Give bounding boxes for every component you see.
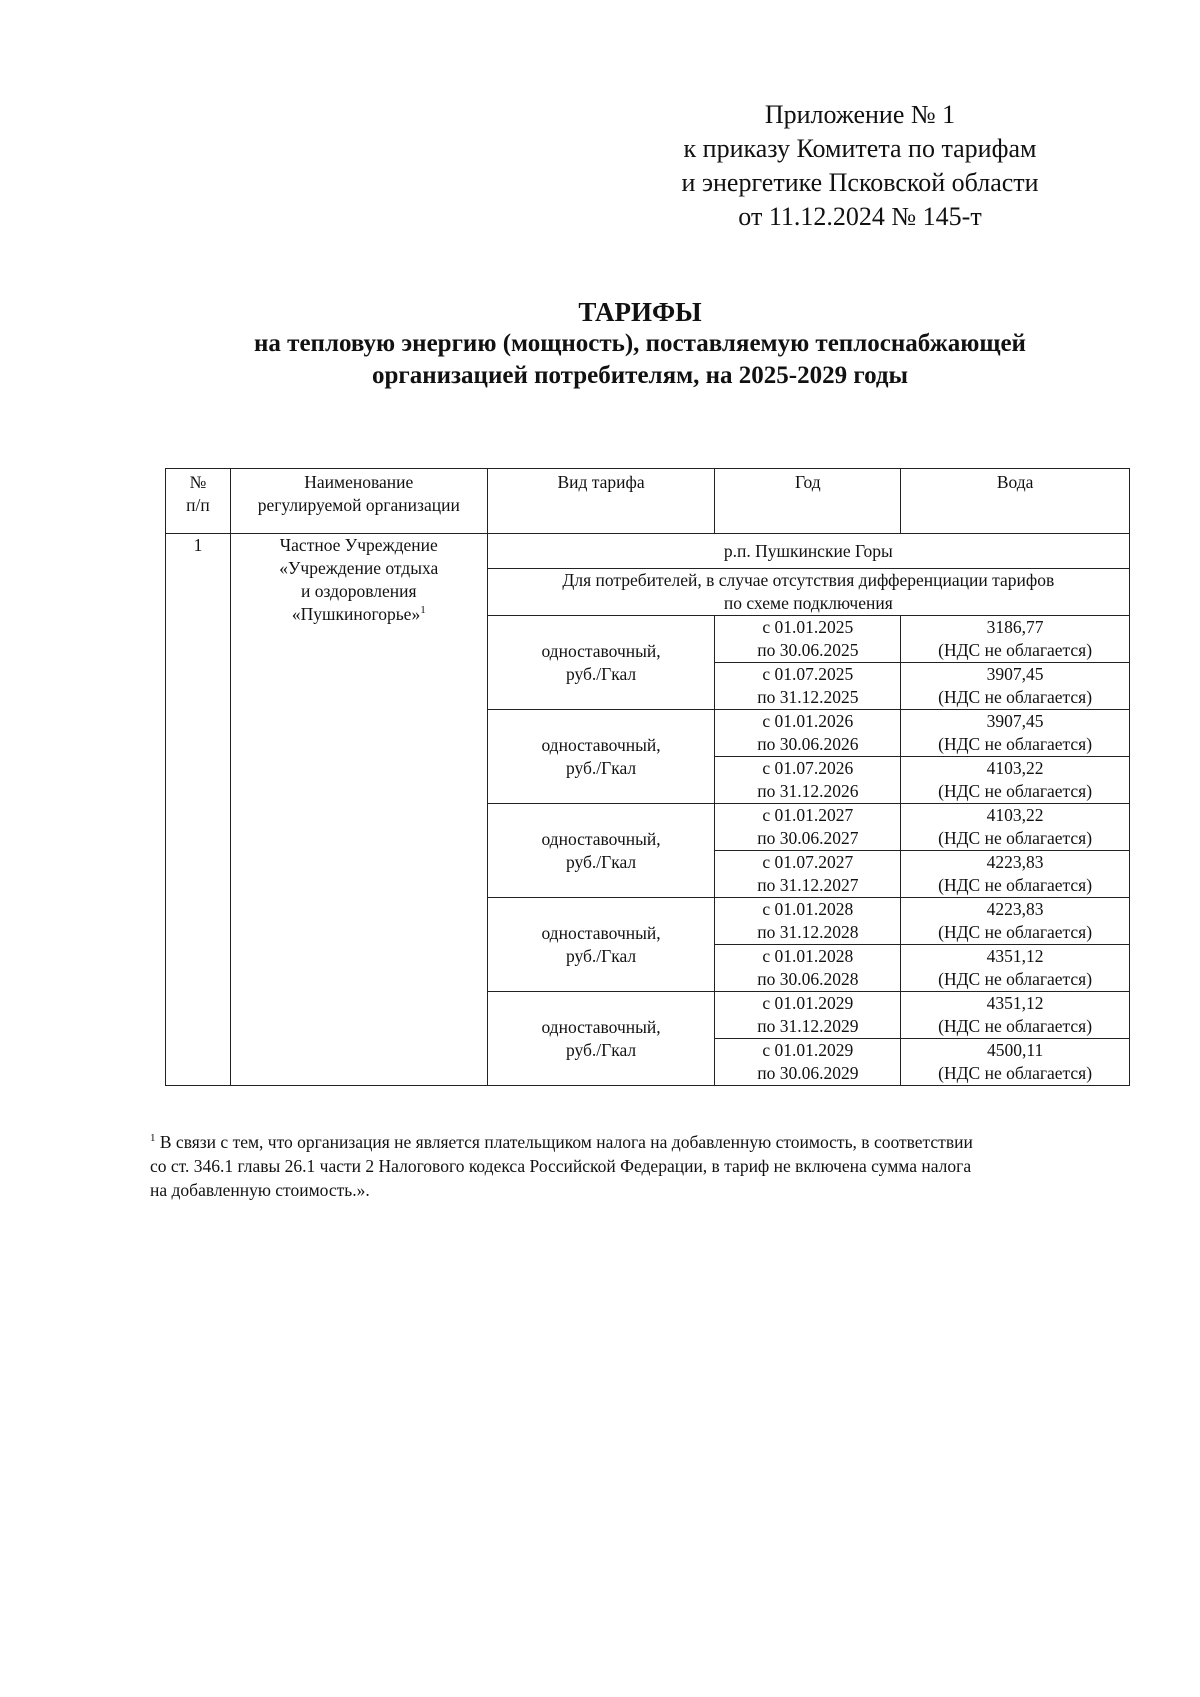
- note-line-2: по схеме подключения: [723, 593, 893, 613]
- value-cell: [901, 1039, 1130, 1086]
- period-to: по 30.06.2027: [757, 828, 859, 848]
- period-cell: [715, 710, 901, 757]
- period-from: с 01.07.2025: [762, 664, 854, 684]
- annex-line-1: Приложение № 1: [764, 100, 956, 129]
- annex-line-3: и энергетике Псковской области: [681, 168, 1039, 197]
- tariff-value: 3907,45: [986, 664, 1044, 684]
- vat-note: (НДС не облагается): [938, 734, 1093, 754]
- tariff-type-line-1: одноставочный,: [541, 828, 661, 849]
- period-cell: [715, 992, 901, 1039]
- period-cell: [715, 945, 901, 992]
- vat-note: (НДС не облагается): [938, 1016, 1093, 1036]
- tariff-type-line-1: одноставочный,: [541, 1016, 661, 1037]
- period-from: с 01.01.2029: [762, 993, 854, 1013]
- footnote: [150, 1130, 1140, 1202]
- tariff-type-line-1: одноставочный,: [541, 734, 661, 755]
- period-cell: [715, 1039, 901, 1086]
- footnote-line-1: [150, 1130, 1140, 1154]
- tariff-type-line-2: руб./Гкал: [565, 851, 637, 872]
- value-cell: [901, 945, 1130, 992]
- organization-line-3: и оздоровления: [301, 581, 417, 601]
- organization-line-1: Частное Учреждение: [279, 535, 438, 555]
- title-main: ТАРИФЫ: [578, 297, 702, 327]
- locality-cell: р.п. Пушкинские Горы: [487, 534, 1129, 569]
- note-cell: [487, 569, 1129, 616]
- header-number-line-2: п/п: [186, 495, 210, 515]
- period-to: по 31.12.2026: [757, 781, 859, 801]
- title-line-2: на тепловую энергию (мощность), поставляемую теплоснабжающей: [254, 330, 1026, 357]
- tariff-value: 4500,11: [987, 1040, 1044, 1060]
- tariff-value: 4223,83: [986, 852, 1044, 872]
- tariff-value: 4351,12: [986, 993, 1044, 1013]
- period-to: по 30.06.2026: [757, 734, 859, 754]
- period-cell: [715, 898, 901, 945]
- period-to: по 31.12.2028: [757, 922, 859, 942]
- period-to: по 30.06.2025: [757, 640, 859, 660]
- vat-note: (НДС не облагается): [938, 781, 1093, 801]
- value-cell: [901, 710, 1130, 757]
- period-to: по 30.06.2028: [757, 969, 859, 989]
- tariff-type-cell: [487, 898, 715, 992]
- tariff-value: 3186,77: [986, 617, 1044, 637]
- footnote-text-1: В связи с тем, что организация не является плательщиком налога на добавленную стоимость, в соответствии: [159, 1132, 973, 1152]
- tariff-value: 4223,83: [986, 899, 1044, 919]
- organization-line-4: [234, 603, 484, 626]
- tariff-value: 4103,22: [986, 805, 1044, 825]
- value-cell: [901, 804, 1130, 851]
- period-from: с 01.01.2027: [762, 805, 854, 825]
- vat-note: (НДС не облагается): [938, 828, 1093, 848]
- period-from: с 01.01.2028: [762, 946, 854, 966]
- annex-block: [640, 98, 1080, 234]
- vat-note: (НДС не облагается): [938, 1063, 1093, 1083]
- vat-note: (НДС не облагается): [938, 922, 1093, 942]
- value-cell: [901, 616, 1130, 663]
- header-organization: [230, 469, 487, 534]
- tariff-value: 3907,45: [986, 711, 1044, 731]
- period-from: с 01.07.2026: [762, 758, 854, 778]
- period-cell: [715, 851, 901, 898]
- value-cell: [901, 851, 1130, 898]
- document-title: [160, 296, 1120, 392]
- period-cell: [715, 757, 901, 804]
- header-number: [166, 469, 231, 534]
- period-to: по 31.12.2029: [757, 1016, 859, 1036]
- header-organization-line-1: Наименование: [304, 472, 414, 492]
- period-from: с 01.01.2026: [762, 711, 854, 731]
- period-cell: [715, 616, 901, 663]
- note-line-1: Для потребителей, в случае отсутствия дифференциации тарифов: [562, 570, 1055, 590]
- tariff-type-cell: [487, 804, 715, 898]
- period-cell: [715, 663, 901, 710]
- tariff-value: 4351,12: [986, 946, 1044, 966]
- tariff-type-cell: [487, 616, 715, 710]
- vat-note: (НДС не облагается): [938, 687, 1093, 707]
- period-from: с 01.07.2027: [762, 852, 854, 872]
- value-cell: [901, 992, 1130, 1039]
- organization-line-2: «Учреждение отдыха: [279, 558, 439, 578]
- organization-cell: [230, 534, 487, 1086]
- annex-line-2: к приказу Комитета по тарифам: [683, 134, 1037, 163]
- tariff-type-cell: [487, 992, 715, 1086]
- tariffs-table: [165, 468, 1130, 1086]
- footnote-mark: 1: [420, 604, 426, 617]
- header-number-line-1: №: [189, 472, 207, 492]
- vat-note: (НДС не облагается): [938, 640, 1093, 660]
- header-water: Вода: [901, 469, 1130, 534]
- tariff-type-line-2: руб./Гкал: [565, 757, 637, 778]
- annex-line-4: от 11.12.2024 № 145-т: [738, 202, 982, 231]
- period-to: по 31.12.2027: [757, 875, 859, 895]
- period-to: по 30.06.2029: [757, 1063, 859, 1083]
- organization-name: «Пушкиногорье»: [291, 604, 421, 624]
- value-cell: [901, 757, 1130, 804]
- tariff-type-line-2: руб./Гкал: [565, 663, 637, 684]
- locality-row: [166, 534, 1130, 569]
- header-year: Год: [715, 469, 901, 534]
- vat-note: (НДС не облагается): [938, 875, 1093, 895]
- period-from: с 01.01.2029: [762, 1040, 854, 1060]
- tariff-type-line-1: одноставочный,: [541, 640, 661, 661]
- vat-note: (НДС не облагается): [938, 969, 1093, 989]
- tariff-type-line-1: одноставочный,: [541, 922, 661, 943]
- tariff-type-cell: [487, 710, 715, 804]
- title-line-3: организацией потребителям, на 2025-2029 годы: [371, 362, 909, 389]
- footnote-line-3: на добавленную стоимость.».: [150, 1180, 370, 1200]
- table-header-row: [166, 469, 1130, 534]
- header-organization-line-2: регулируемой организации: [257, 495, 460, 515]
- period-from: с 01.01.2028: [762, 899, 854, 919]
- header-tariff-type: Вид тарифа: [487, 469, 715, 534]
- footnote-number: 1: [150, 1132, 156, 1145]
- period-to: по 31.12.2025: [757, 687, 859, 707]
- value-cell: [901, 898, 1130, 945]
- footnote-line-2: со ст. 346.1 главы 26.1 части 2 Налогового кодекса Российской Федерации, в тариф не включена сумма налога: [150, 1156, 972, 1176]
- value-cell: [901, 663, 1130, 710]
- row-number-cell: 1: [166, 534, 231, 1086]
- tariff-value: 4103,22: [986, 758, 1044, 778]
- period-cell: [715, 804, 901, 851]
- tariff-type-line-2: руб./Гкал: [565, 1039, 637, 1060]
- period-from: с 01.01.2025: [762, 617, 854, 637]
- tariff-type-line-2: руб./Гкал: [565, 945, 637, 966]
